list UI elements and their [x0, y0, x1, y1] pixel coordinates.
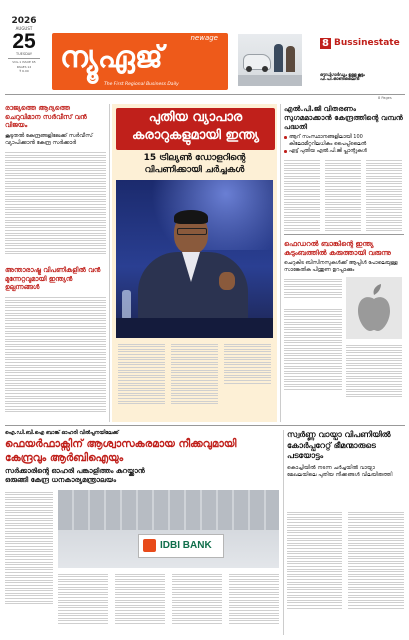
bottom-right-headline: സ്വർണ്ണ വായ്പാ വിപണിയിൽ കോർപ്പറേറ്റ് ഭീമന്മാരുടെ പടയോട്ടം — [287, 430, 391, 460]
page-number-badge — [320, 38, 331, 49]
speaker-glasses — [177, 228, 207, 235]
bottom-headline-line2: കേന്ദ്രവും ആർബിഐയും — [5, 452, 124, 464]
bottom-left-col1 — [5, 490, 53, 635]
bottom-subhead-line2: ഒരുങ്ങി കേന്ദ്ര ധനകാര്യമന്ത്രാലയം — [5, 476, 117, 484]
lead-body — [118, 342, 271, 418]
left-top-subhead: കൂടുതൽ കേന്ദ്രങ്ങളിലേക്ക് സർവീസ് വ്യാപിക്കാൻ കേന്ദ്ര സർക്കാർ — [5, 132, 93, 146]
masthead-tagline: The First Regional Business Daily — [104, 82, 179, 87]
lead-subhead-box — [116, 152, 273, 176]
masthead-rule — [5, 94, 405, 95]
column-rule-right — [280, 104, 281, 422]
masthead-month: AUGUST — [15, 26, 33, 31]
bottom-headline-line1: ഫെയർഫാക്സിന് ആശ്വാസകരമായ നീക്കവുമായി — [5, 438, 237, 450]
masthead-title: ന്യൂഏജ് — [60, 40, 163, 75]
apple-logo-photo[interactable] — [346, 277, 402, 339]
left-mid-body — [5, 296, 106, 442]
page-number: 8 — [322, 38, 329, 49]
masthead-date-block — [5, 16, 43, 86]
lead-subhead-line1: 15 ട്രില്യൺ ഡോളറിന്റെ — [143, 153, 246, 163]
right-top-headline: എൽ.പി.ജി വിതരണം സുഗമമാക്കാൻ കേന്ദ്രത്തിന്റെ വമ്പൻ പദ്ധതി — [284, 104, 403, 131]
left-top-body — [5, 151, 106, 277]
masthead-brand-small: newage — [190, 34, 218, 42]
lead-photo-table — [116, 318, 273, 338]
bottom-subhead-line1: സർക്കാരിന്റെ ഓഹരി പങ്കാളിത്തം കുറയ്ക്കാൻ — [5, 467, 145, 475]
lead-photo[interactable] — [116, 180, 273, 338]
right-top-bullet-1 — [284, 134, 404, 147]
masthead-vol: VOL.1 ISSUE 65 — [12, 60, 36, 64]
bottom-kicker: ഐ.ഡി.ബി.ഐ ബാങ്ക് ഓഹരി വിൽപ്പനയിലേക്ക് — [5, 430, 119, 436]
right-mid-body — [284, 277, 404, 412]
right-mid-headline: ഫെഡറൽ ബാങ്കിന്റെ ഇന്ത്യ കുടുംബത്തിൽ കരുത്തായി വരുന്നു — [284, 240, 391, 257]
bottom-left-body — [58, 572, 279, 636]
lead-headline-line1: പുതിയ വ്യാപാര — [148, 110, 243, 125]
right-mid-subhead: ചെറുകിട ബിസിനസുകൾക്ക് ആപ്പിൾ പോലെയുള്ള സാങ്കേതിക പിന്തുണ ഉറപ്പാക്കും — [284, 260, 398, 273]
bullet-icon — [284, 150, 287, 153]
right-top-article[interactable] — [284, 104, 404, 249]
speaker-hair — [174, 210, 208, 224]
column-rule-left — [109, 104, 110, 422]
masthead-day: 25 — [12, 30, 36, 53]
right-top-bullet-2 — [284, 148, 404, 155]
bullet-icon — [284, 136, 287, 139]
ad-caption-line2: പി.പി.ഓൺലൈൻ — [320, 77, 360, 82]
masthead-logo[interactable] — [52, 33, 228, 90]
idbi-logo-icon — [143, 539, 156, 552]
bottom-right-article[interactable] — [287, 430, 404, 479]
masthead-pages: PAGES 12 — [16, 64, 32, 69]
right-top-bullet-2-text: എട്ട് പുതിയ എൽ.പി.ജി പ്ലാന്റുകൾ — [289, 148, 367, 154]
lead-headline-line2: കരാറുകളുമായി ഇന്ത്യ — [131, 128, 259, 143]
right-top-bullets — [284, 134, 404, 155]
masthead-weekday: TUESDAY — [15, 52, 33, 56]
right-mid-article[interactable] — [284, 240, 404, 412]
idbi-sign-text: IDBI BANK — [160, 540, 212, 551]
water-bottle — [122, 290, 131, 320]
masthead-year: 2026 — [11, 16, 37, 26]
left-mid-article[interactable] — [5, 266, 106, 442]
lead-story[interactable] — [112, 104, 277, 422]
idbi-photo[interactable] — [58, 490, 279, 568]
right-top-bullet-1-text: ആറ് സംസ്ഥാനങ്ങളിലായി 100 കിലോമീറ്ററിലധികം പൈപ്പ്‌ലൈൻ — [289, 134, 367, 147]
idbi-building-facade — [58, 490, 279, 530]
section-label: Bussinestate — [334, 38, 400, 48]
apple-icon — [346, 277, 402, 339]
masthead-ad-image[interactable] — [238, 34, 302, 86]
idbi-sign-board — [138, 534, 224, 558]
left-mid-headline: അന്താരാഷ്ട്ര വിപണികളിൽ വൻ മുന്നേറ്റവുമായി ഇന്ത്യൻ ഉല്പന്നങ്ങൾ — [5, 266, 101, 291]
right-rule — [284, 234, 404, 235]
bottom-right-subhead: കൊച്ചിയിൽ നടന്ന ചർച്ചയിൽ വായ്പാ മേഖലയിലെ പുതിയ നീക്കങ്ങൾ വിലയിരുത്തി — [287, 464, 393, 478]
bottom-right-body — [287, 510, 404, 636]
speaker-hand — [219, 272, 235, 290]
left-top-article[interactable] — [5, 104, 106, 277]
ad-caption-line1: ഔഡിഗാർഡ്യം ഉള്ള കൂട്ടം — [320, 72, 365, 77]
lead-subhead-line2: വിപണിക്കായി ചർച്ചകൾ — [144, 165, 245, 175]
page-indicator: 8 Pages — [378, 96, 392, 100]
right-top-body — [284, 159, 404, 249]
masthead-ad-caption — [320, 72, 392, 83]
masthead-price: ₹ 6.00 — [19, 69, 29, 73]
section-rule-bottom — [5, 425, 405, 426]
left-top-headline: രാജ്യത്തെ ആദ്യത്തെ ചെറുവിമാന സർവീസ് വൻ വിജയം — [5, 104, 87, 129]
bottom-left-article[interactable] — [5, 430, 279, 485]
lead-headline-box — [116, 108, 275, 150]
column-rule-bottom — [283, 430, 284, 635]
